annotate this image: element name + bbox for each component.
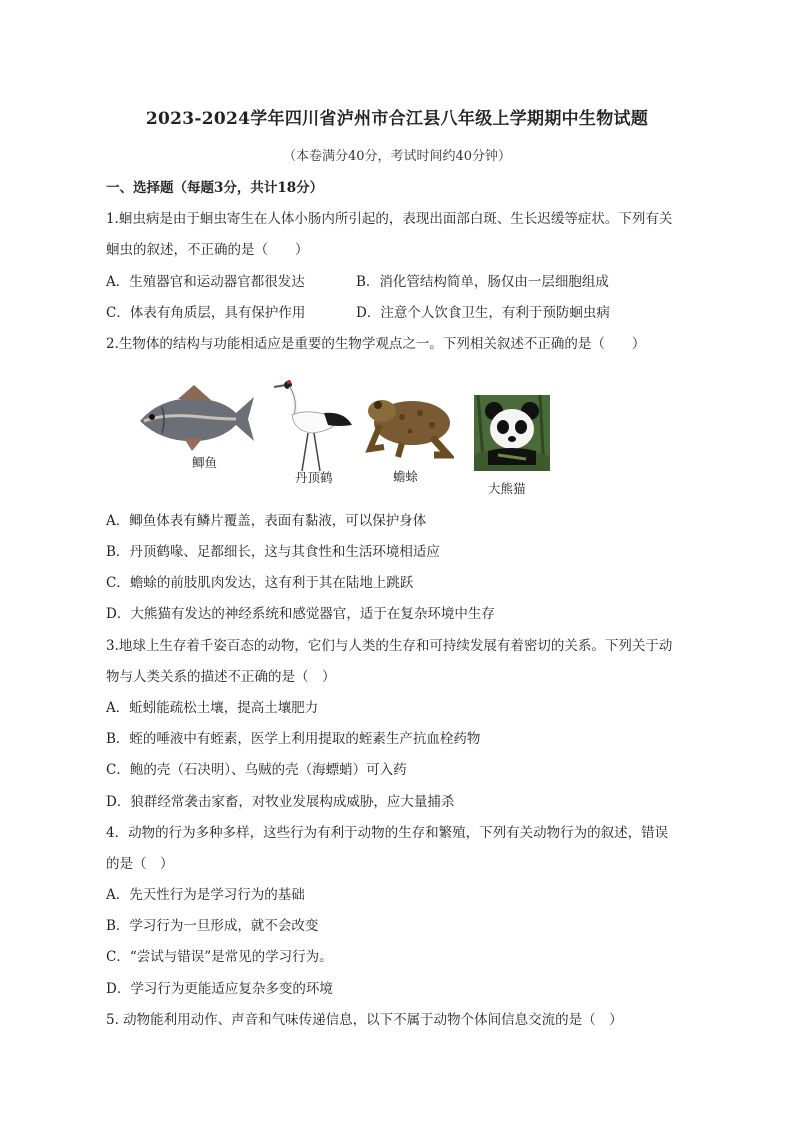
q1-option-d: D．注意个人饮食卫生，有利于预防蛔虫病 [356,305,610,321]
q3-option-c: C．鲍的壳（石决明）、乌贼的壳（海螵蛸）可入药 [106,762,407,778]
q2-option-b: B．丹顶鹤喙、足都细长，这与其食性和生活环境相适应 [106,544,440,560]
toad-image [362,389,454,461]
q3-option-b: B．蛭的唾液中有蛭素，医学上利用提取的蛭素生产抗血栓药物 [106,731,481,747]
q2-option-a: A．鲫鱼体表有鳞片覆盖，表面有黏液，可以保护身体 [106,513,427,529]
q2-option-d: D．大熊猫有发达的神经系统和感觉器官，适于在复杂环境中生存 [106,606,495,622]
q4-stem-line1: 4．动物的行为多种多样，这些行为有利于动物的生存和繁殖，下列有关动物行为的叙述，错误 [106,825,669,841]
section-heading: 一、选择题（每题3分，共计18分） [106,180,324,196]
q4-option-a: A．先天性行为是学习行为的基础 [106,887,305,903]
q2-stem: 2.生物体的结构与功能相适应是重要的生物学观点之一。下列相关叙述不正确的是（ ） [106,336,646,352]
q1-stem-line1: 1.蛔虫病是由于蛔虫寄生在人体小肠内所引起的，表现出面部白斑、生长迟缓等症状。下列有关 [106,211,673,227]
panda-caption: 大熊猫 [488,481,526,496]
q5-stem: 5. 动物能利用动作、声音和气味传递信息，以下不属于动物个体间信息交流的是（ ） [106,1012,623,1028]
fish-image [132,383,256,455]
q4-stem-line2: 的是（ ） [106,856,174,872]
q3-option-a: A．蚯蚓能疏松土壤，提高土壤肥力 [106,700,319,716]
q3-stem-line1: 3.地球上生存着千姿百态的动物，它们与人类的生存和可持续发展有着密切的关系。下列关于动 [106,638,673,654]
crane-caption: 丹顶鹤 [295,470,333,485]
q1-option-a: A．生殖器官和运动器官都很发达 [106,274,305,290]
q3-stem-line2: 物与人类关系的描述不正确的是（ ） [106,669,336,685]
q1-stem-line2: 蛔虫的叙述，不正确的是（ ） [106,242,309,258]
fish-caption: 鲫鱼 [192,455,218,470]
q1-option-c: C．体表有角质层，具有保护作用 [106,305,306,321]
q3-option-d: D．狼群经常袭击家畜，对牧业发展构成威胁，应大量捕杀 [106,794,455,810]
q2-option-c: C．蟾蜍的前肢肌肉发达，这有利于其在陆地上跳跃 [106,575,414,591]
page-title: 2023-2024学年四川省泸州市合江县八年级上学期期中生物试题 [145,109,649,129]
q1-option-b: B．消化管结构简单，肠仅由一层细胞组成 [356,274,609,290]
panda-image [474,395,550,471]
q4-option-b: B．学习行为一旦形成，就不会改变 [106,918,319,934]
animal-figure [130,375,570,505]
q4-option-d: D．学习行为更能适应复杂多变的环境 [106,981,333,997]
page-subtitle: （本卷满分40分，考试时间约40分钟） [282,149,512,164]
toad-caption: 蟾蜍 [393,469,419,484]
crane-image [272,375,356,475]
q4-option-c: C．“尝试与错误”是常见的学习行为。 [106,949,333,965]
